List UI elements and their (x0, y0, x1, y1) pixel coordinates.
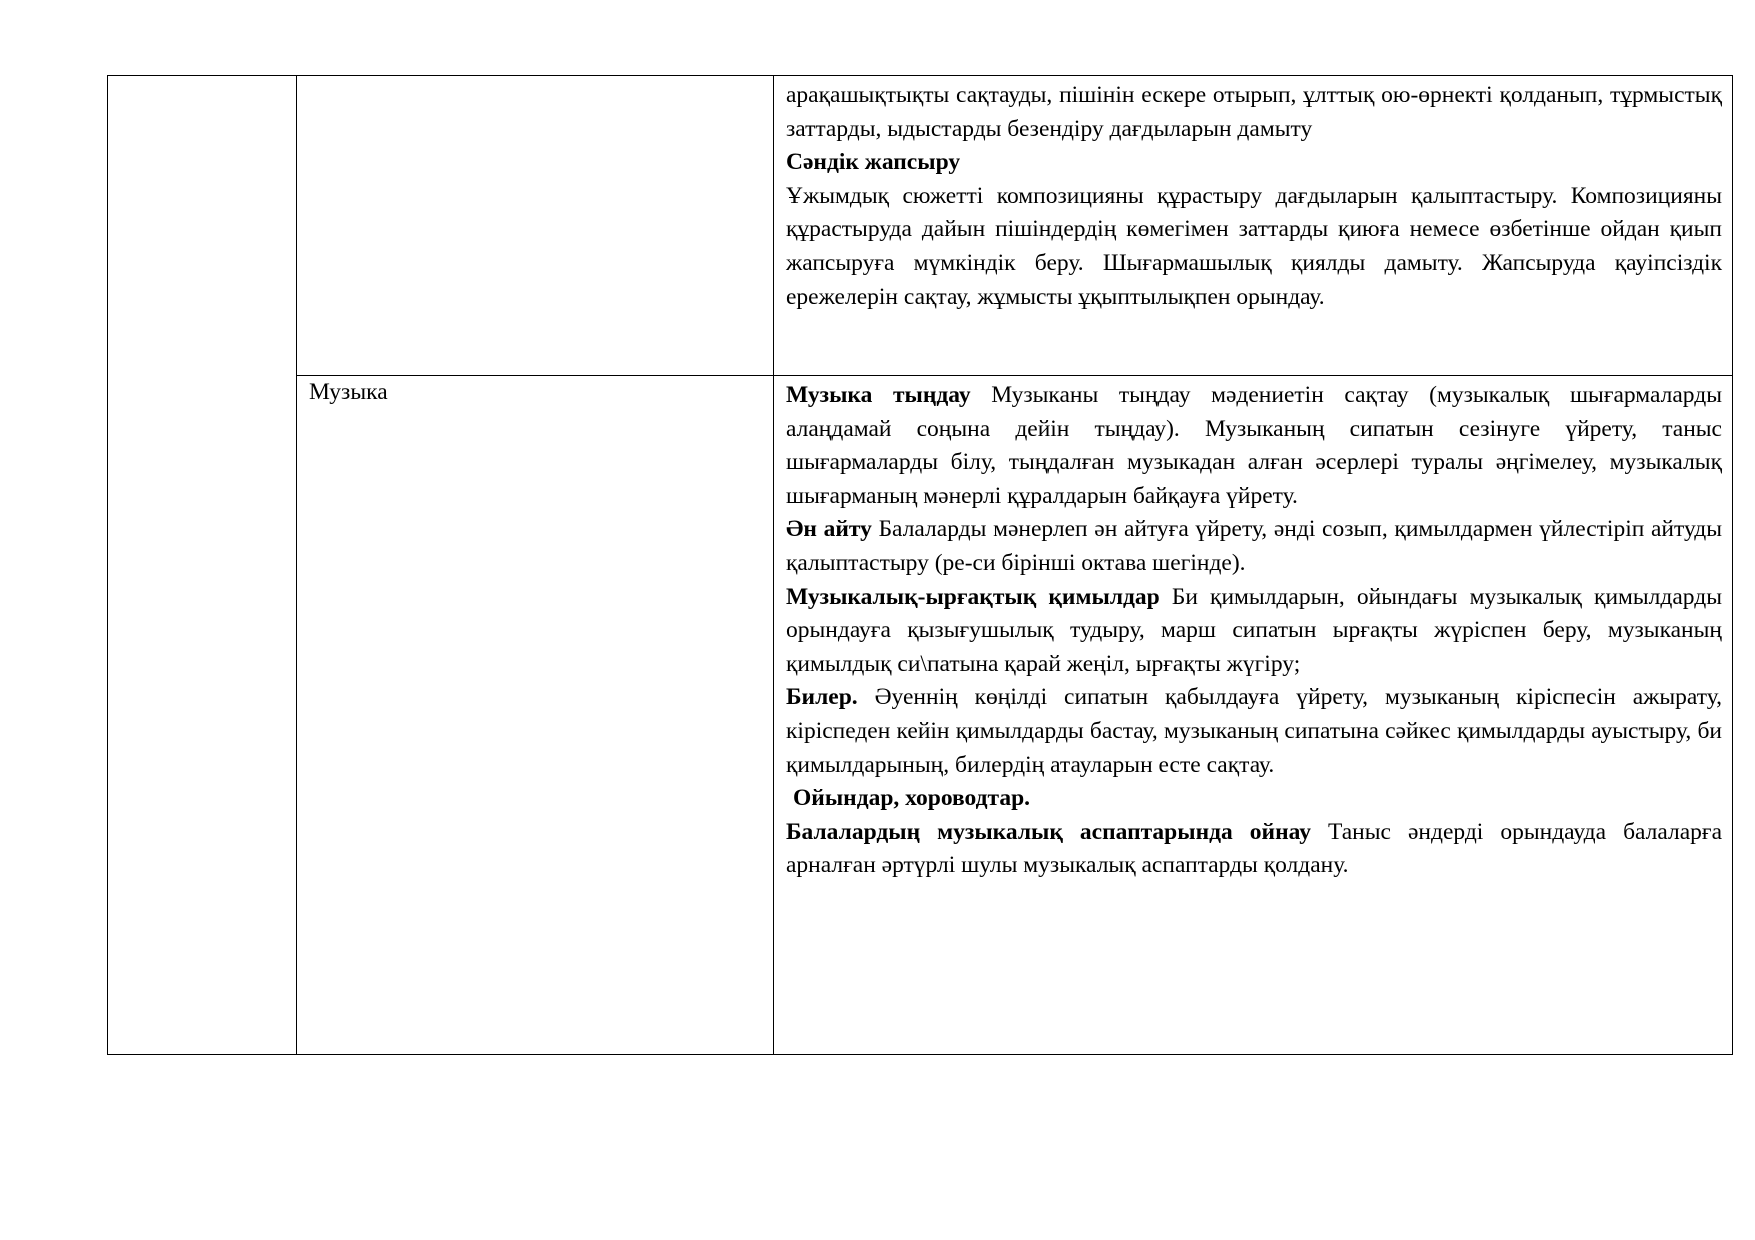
section-heading-singing: Ән айту (786, 516, 872, 543)
section-text: Музыканы тыңдау мәдениетін сақтау (музыкалық шығармаларды алаңдамай соңына дейін тыңдау). Музыканың сипатын сезінуге үйрету, таныс шығармаларды білу, тыңдалған музыкадан алған әсерлері туралы әңгімелеу, музыкалық шығарманың мәнерлі құралдарын байқауға үйрету. (786, 382, 1722, 509)
section-text: Балаларды мәнерлеп ән айтуға үйрету, әнді созып, қимылдармен үйлестіріп айтуды қалыптастыру (ре-си бірінші октава шегінде). (786, 516, 1722, 576)
table-row (108, 376, 1733, 1055)
subject-cell (297, 76, 774, 376)
content-cell (774, 76, 1733, 376)
content-paragraph (786, 513, 1722, 580)
empty-first-column-cell (108, 76, 297, 1055)
section-heading-games: Ойындар, хороводтар. (793, 785, 1031, 812)
content-cell (774, 376, 1733, 1055)
content-paragraph (786, 816, 1722, 883)
curriculum-table (107, 75, 1733, 1055)
section-heading-music-listening: Музыка тыңдау (786, 382, 971, 408)
subject-cell (297, 376, 774, 1055)
content-paragraph (786, 379, 1722, 513)
section-text: Би қимылдарын, ойындағы музыкалық қимылдарды орындауға қызығушылық тудыру, марш сипатын ырғақты жүріспен беру, музыканың қимылдық си\патына қарай жеңіл, ырғақты жүгіру; (786, 583, 1722, 677)
section-heading-sandik-zhapsyru: Сәндік жапсыру (786, 149, 961, 176)
table-row (108, 76, 1733, 376)
section-heading-instruments: Балалардың музыкалық аспаптарында ойнау (786, 818, 1311, 845)
content-paragraph: арақашықтықты сақтауды, пішінін ескере отырып, ұлттық ою-өрнекті қолданып, тұрмыстық заттарды, ыдыстарды безендіру дағдыларын дамыту (786, 82, 1722, 142)
content-paragraph (786, 681, 1722, 782)
subject-label-music: Музыка (309, 379, 388, 405)
section-text: Таныс әндерді орындауда балаларға арналған әртүрлі шулы музыкалық аспаптарды қолдану. (786, 818, 1722, 879)
section-text: Әуеннің көңілді сипатын қабылдауға үйрету, музыканың кіріспесін ажырату, кіріспеден кейін қимылдарды бастау, музыканың сипатына сәйкес қимылдарды ауыстыру, би қимылдарының, билердің атауларын есте сақтау. (786, 684, 1722, 778)
section-heading-dances: Билер. (786, 684, 858, 711)
content-paragraph (786, 581, 1722, 682)
section-heading-rhythmic-movements: Музыкалық-ырғақтық қимылдар (786, 583, 1160, 610)
content-paragraph: Ұжымдық сюжетті композицияны құрастыру дағдыларын қалыптастыру. Композицияны құрастыруда дайын пішіндердің көмегімен заттарды қиюға немесе өзбетінше ойдан қиып жапсыруға мүмкіндік беру. Шығармашылық қиялды дамыту. Жапсыруда қауіпсіздік ережелерін сақтау, жұмысты ұқыптылықпен орындау. (786, 182, 1722, 310)
